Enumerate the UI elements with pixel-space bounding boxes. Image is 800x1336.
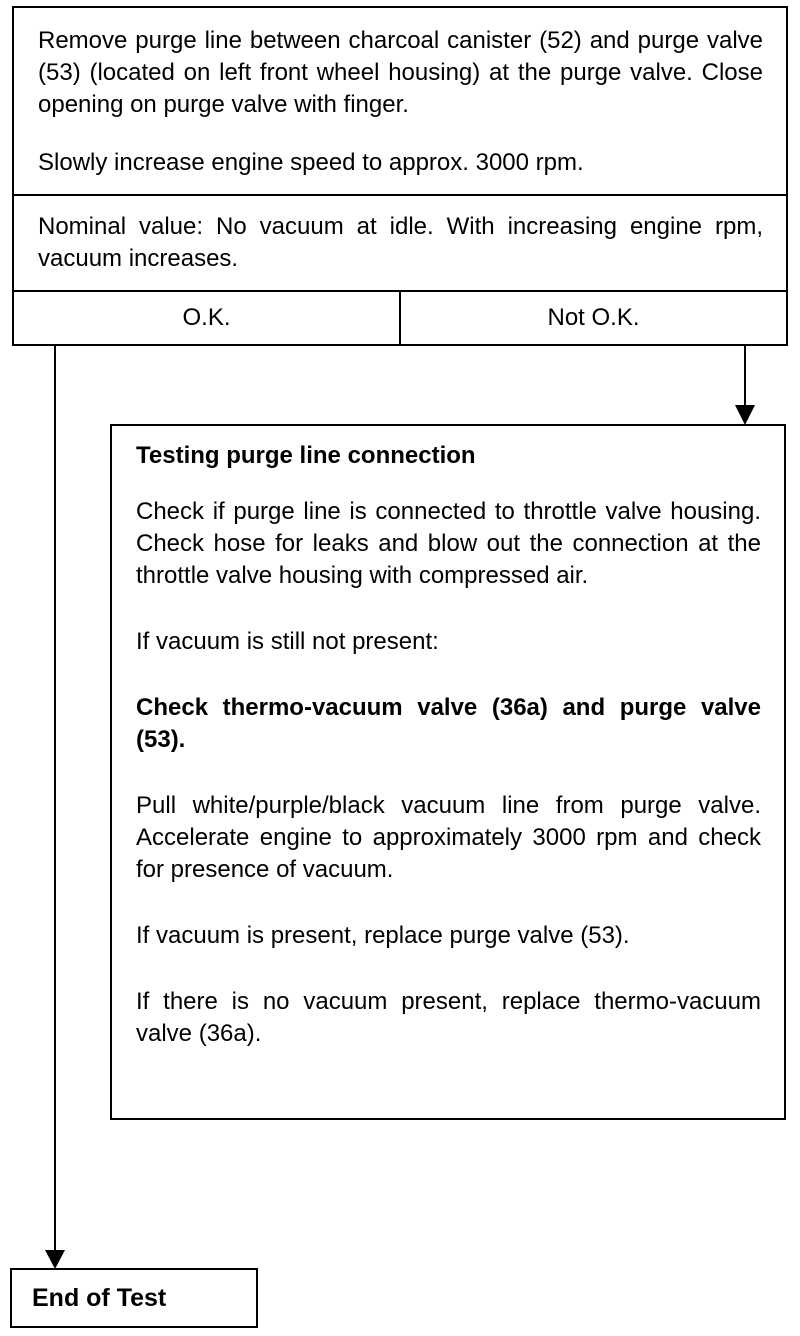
check-connection-text: Check if purge line is connected to throttle valve housing. Check hose for leaks and blow out the connection at the throttle valve housing with compressed air. [136, 498, 761, 589]
testing-heading: Testing purge line connection [136, 442, 476, 469]
result-row [12, 290, 788, 346]
pull-line-text: Pull white/purple/black vacuum line from purge valve. Accelerate engine to approximately 3000 rpm and check for presence of vacuum. [136, 792, 761, 883]
instruction-text: Remove purge line between charcoal canister (52) and purge valve (53) (located on left front wheel housing) at the purge valve. Close opening on purge valve with finger. [38, 27, 763, 118]
action-text: Slowly increase engine speed to approx. 3000 rpm. [38, 149, 584, 176]
ok-cell [14, 292, 401, 344]
end-of-test-box [10, 1268, 258, 1328]
vacuum-present-text: If vacuum is present, replace purge valve (53). [136, 922, 630, 949]
thermo-vacuum-heading: Check thermo-vacuum valve (36a) and purge valve (53). [136, 694, 761, 753]
not-ok-arrowhead [735, 405, 755, 425]
not-ok-cell [401, 292, 786, 344]
end-of-test-label: End of Test [32, 1283, 167, 1312]
ok-arrowhead [45, 1250, 65, 1269]
no-vacuum-condition: If vacuum is still not present: [136, 628, 439, 655]
testing-box [110, 424, 786, 1120]
nominal-value-box [12, 196, 788, 292]
not-ok-label: Not O.K. [547, 304, 640, 331]
instruction-box [12, 6, 788, 196]
nominal-value-text: Nominal value: No vacuum at idle. With increasing engine rpm, vacuum increases. [38, 213, 763, 272]
vacuum-absent-text: If there is no vacuum present, replace thermo-vacuum valve (36a). [136, 988, 761, 1047]
ok-label: O.K. [182, 304, 231, 331]
